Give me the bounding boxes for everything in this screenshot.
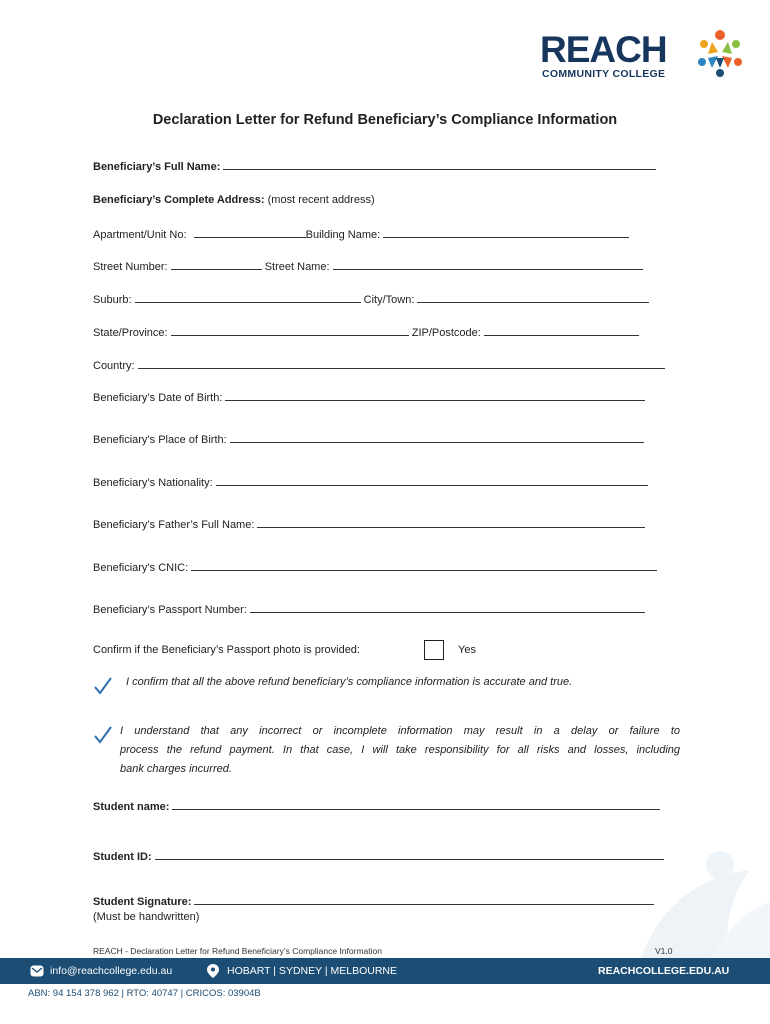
full-name-label: Beneficiary’s Full Name:	[93, 161, 221, 173]
street-name-field[interactable]	[333, 259, 643, 270]
building-label: Building Name:	[305, 229, 381, 241]
dob-label: Beneficiary’s Date of Birth:	[93, 392, 223, 404]
student-signature-field[interactable]	[194, 894, 654, 905]
state-field[interactable]	[171, 325, 409, 336]
document-title: Declaration Letter for Refund Beneficiary’s Compliance Information	[152, 112, 618, 128]
pob-row	[93, 432, 644, 446]
footer-email[interactable]: info@reachcollege.edu.au	[50, 965, 173, 977]
city-label: City/Town:	[363, 294, 415, 306]
passport-label: Beneficiary’s Passport Number:	[93, 604, 247, 616]
zip-label: ZIP/Postcode:	[411, 327, 481, 339]
signature-note: (Must be handwritten)	[93, 911, 200, 923]
full-name-row	[93, 159, 656, 173]
address-heading-row	[93, 194, 375, 206]
footer-bar	[0, 958, 770, 984]
suburb-field[interactable]	[135, 292, 361, 303]
country-row	[93, 358, 665, 372]
pob-field[interactable]	[230, 432, 644, 443]
suburb-row	[93, 292, 649, 306]
confirm-accuracy-text: I confirm that all the above refund beneficiary’s compliance information is accurate and true.	[126, 676, 573, 688]
father-field[interactable]	[257, 517, 645, 528]
address-label: Beneficiary’s Complete Address:	[93, 194, 265, 206]
father-row	[93, 517, 645, 531]
building-field[interactable]	[383, 227, 629, 238]
apartment-row	[93, 227, 629, 241]
confirm-responsibility-line-3: bank charges incurred.	[120, 763, 232, 775]
passport-photo-yes: Yes	[458, 644, 476, 656]
footer-website[interactable]: REACHCOLLEGE.EDU.AU	[598, 965, 730, 977]
student-signature-row	[93, 894, 654, 908]
passport-row	[93, 602, 645, 616]
apartment-field[interactable]	[194, 227, 306, 238]
student-name-label: Student name:	[93, 801, 170, 813]
confirm-responsibility-text	[120, 722, 680, 779]
country-field[interactable]	[138, 358, 665, 369]
student-signature-label: Student Signature:	[93, 896, 192, 908]
country-label: Country:	[93, 360, 135, 372]
street-row	[93, 259, 643, 273]
logo-people-icon	[694, 28, 746, 80]
confirm-responsibility-line-1: I understand that any incorrect or incomplete information may result in a delay or failure to	[120, 725, 680, 737]
checkmark-icon	[93, 725, 113, 745]
footer-version: V1.0	[655, 946, 673, 956]
nationality-row	[93, 475, 648, 489]
footer-doc-name: REACH - Declaration Letter for Refund Beneficiary’s Compliance Information	[93, 946, 382, 956]
passport-photo-checkbox[interactable]	[424, 640, 444, 660]
father-label: Beneficiary’s Father’s Full Name:	[93, 519, 255, 531]
street-name-label: Street Name:	[264, 261, 330, 273]
passport-photo-label: Confirm if the Beneficiary’s Passport photo is provided:	[93, 644, 360, 656]
passport-field[interactable]	[250, 602, 645, 613]
student-id-label: Student ID:	[93, 851, 152, 863]
zip-field[interactable]	[484, 325, 639, 336]
student-id-row	[93, 849, 664, 863]
confirm-responsibility-line-2: process the refund payment. In that case, I will take responsibility for all risks and losses, including	[120, 744, 680, 756]
student-name-row	[93, 799, 660, 813]
reach-logo	[540, 28, 745, 84]
state-label: State/Province:	[93, 327, 168, 339]
suburb-label: Suburb:	[93, 294, 132, 306]
nationality-label: Beneficiary’s Nationality:	[93, 477, 213, 489]
city-field[interactable]	[417, 292, 649, 303]
pob-label: Beneficiary’s Place of Birth:	[93, 434, 227, 446]
street-number-label: Street Number:	[93, 261, 168, 273]
nationality-field[interactable]	[216, 475, 648, 486]
student-name-field[interactable]	[172, 799, 660, 810]
checkmark-icon	[93, 676, 113, 696]
dob-row	[93, 390, 645, 404]
cnic-label: Beneficiary’s CNIC:	[93, 562, 189, 574]
logo-subtitle: COMMUNITY COLLEGE	[542, 68, 666, 80]
cnic-row	[93, 560, 657, 574]
cnic-field[interactable]	[191, 560, 657, 571]
full-name-field[interactable]	[223, 159, 656, 170]
passport-photo-row	[93, 644, 360, 656]
logo-wordmark: REACH	[540, 29, 667, 70]
address-note: (most recent address)	[267, 194, 375, 206]
dob-field[interactable]	[225, 390, 645, 401]
footer-abn: ABN: 94 154 378 962 | RTO: 40747 | CRICOS: 03904B	[28, 988, 261, 999]
state-row	[93, 325, 639, 339]
street-number-field[interactable]	[171, 259, 262, 270]
student-id-field[interactable]	[155, 849, 664, 860]
apartment-label: Apartment/Unit No:	[93, 229, 187, 241]
location-pin-icon	[207, 964, 219, 978]
email-icon	[30, 965, 44, 977]
footer-locations: HOBART | SYDNEY | MELBOURNE	[227, 965, 397, 977]
